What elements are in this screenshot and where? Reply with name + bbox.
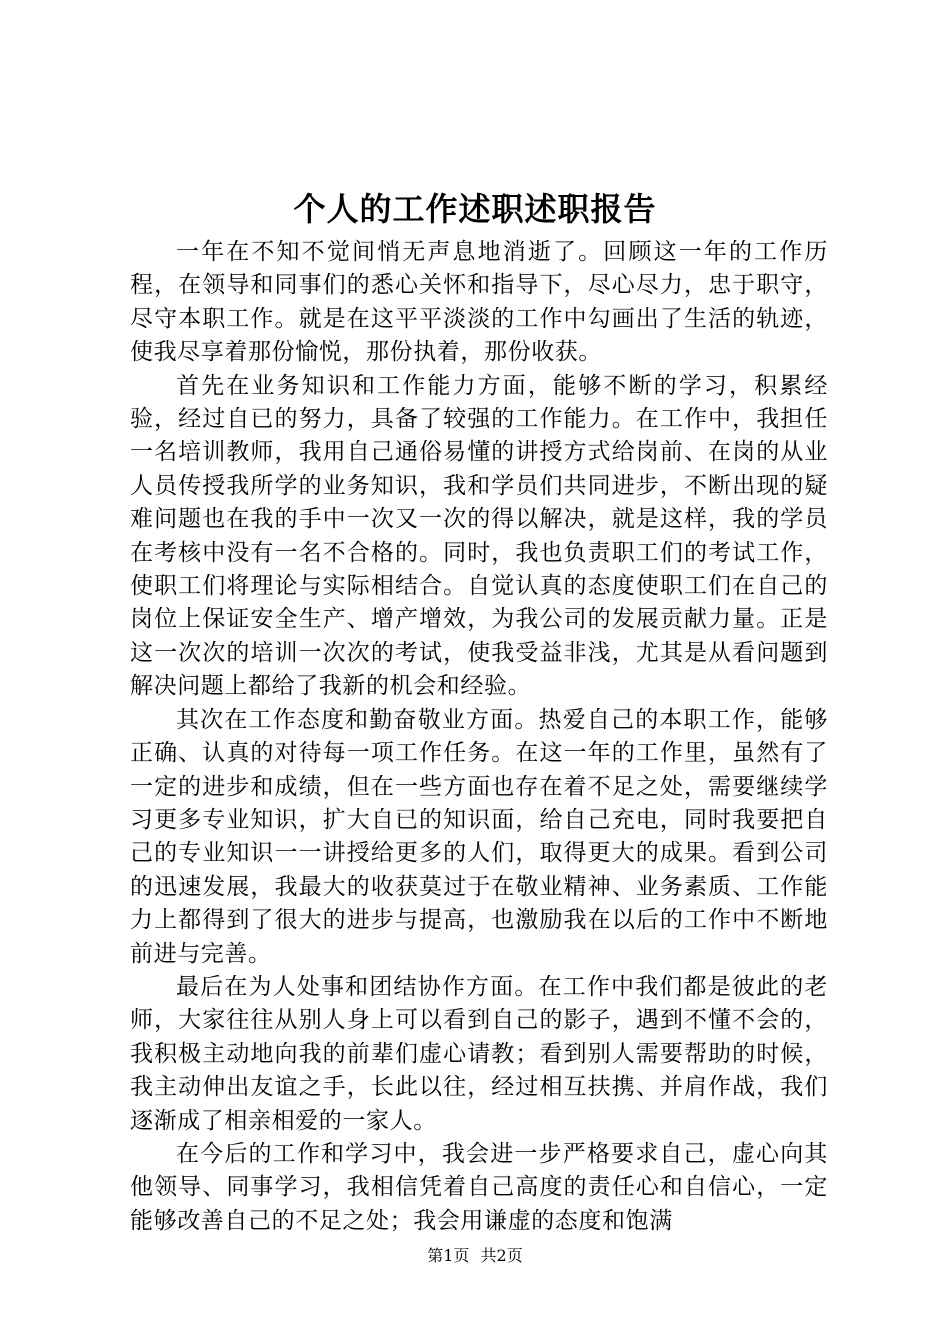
paragraph-business-knowledge: 首先在业务知识和工作能力方面，能够不断的学习，积累经验，经过自已的努力，具备了较强的工作能力。在工作中，我担任一名培训教师，我用自己通俗易懂的讲授方式给岗前、在岗的从业人员传授我所学的业务知识，我和学员们共同进步，不断出现的疑难问题也在我的手中一次又一次的得以解决，就是这样，我的学员在考核中没有一名不合格的。同时，我也负责职工们的考试工作，使职工们将理论与实际相结合。自觉认真的态度使职工们在自己的岗位上保证安全生产、增产增效，为我公司的发展贡献力量。正是这一次次的培训一次次的考试，使我受益非浅，尤其是从看问题到解决问题上都给了我新的机会和经验。 [130,372,828,700]
paragraph-future-plans: 在今后的工作和学习中，我会进一步严格要求自己，虚心向其他领导、同事学习，我相信凭着自己高度的责任心和自信心，一定能够改善自己的不足之处；我会用谦虚的态度和饱满 [130,1140,828,1234]
document-body [130,236,828,1238]
paragraph-work-attitude: 其次在工作态度和勤奋敬业方面。热爱自己的本职工作，能够正确、认真的对待每一项工作任务。在这一年的工作里，虽然有了一定的进步和成绩，但在一些方面也存在着不足之处，需要继续学习更多专业知识，扩大自已的知识面，给自己充电，同时我要把自己的专业知识一一讲授给更多的人们，取得更大的成果。看到公司的迅速发展，我最大的收获莫过于在敬业精神、业务素质、工作能力上都得到了很大的进步与提高，也激励我在以后的工作中不断地前进与完善。 [130,706,828,967]
page-number-total: 共2页 [480,1246,523,1265]
paragraph-intro: 一年在不知不觉间悄无声息地消逝了。回顾这一年的工作历程，在领导和同事们的悉心关怀和指导下，尽心尽力，忠于职守，尽守本职工作。就是在这平平淡淡的工作中勾画出了生活的轨迹，使我尽享着那份愉悦，那份执着，那份收获。 [130,239,828,366]
document-title: 个人的工作述职述职报告 [293,190,657,228]
page-number-current: 第1页 [427,1246,470,1265]
paragraph-teamwork: 最后在为人处事和团结协作方面。在工作中我们都是彼此的老师，大家往往从别人身上可以看到自己的影子，遇到不懂不会的，我积极主动地向我的前辈们虚心请教；看到别人需要帮助的时候，我主动伸出友谊之手，长此以往，经过相互扶携、并肩作战，我们逐渐成了相亲相爱的一家人。 [130,973,828,1134]
page-footer [0,1244,950,1268]
